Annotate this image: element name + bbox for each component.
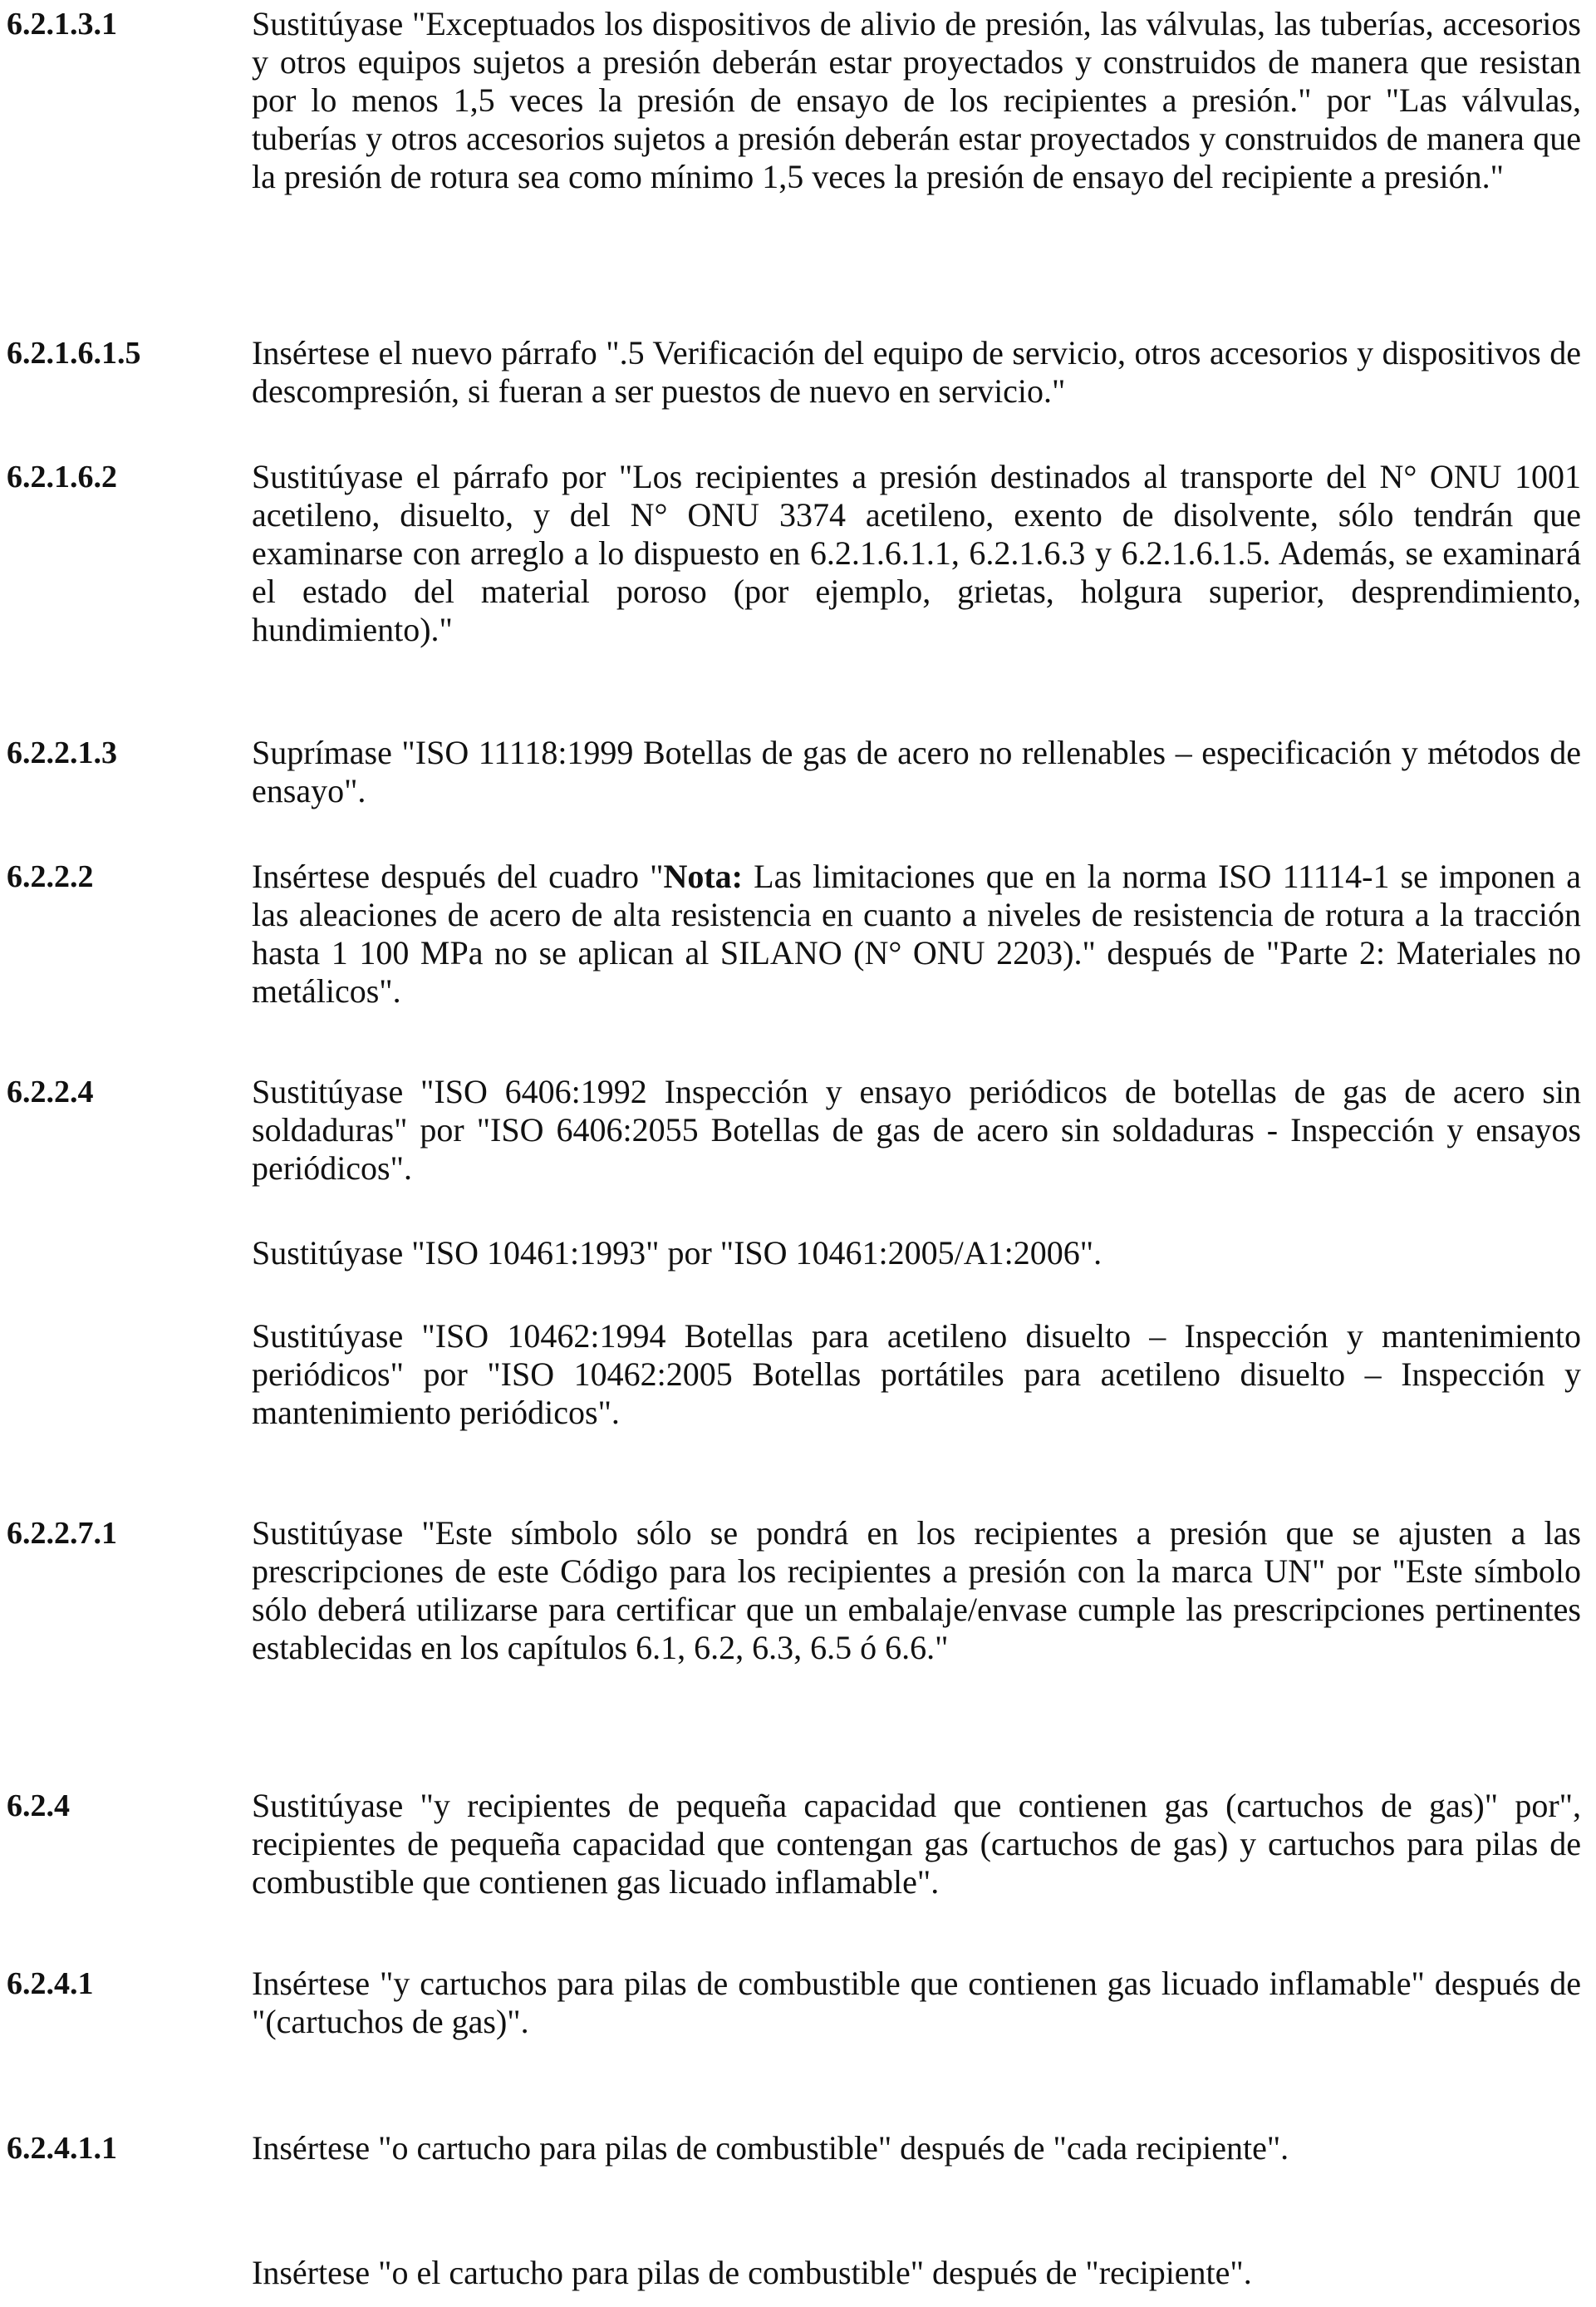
amendment-paragraph: Sustitúyase "ISO 10461:1993" por "ISO 10461:2005/A1:2006". — [252, 1234, 1102, 1272]
amendment-text — [252, 1317, 1581, 1432]
amendment-text — [252, 2129, 1581, 2167]
amendment-text — [252, 734, 1581, 810]
amendment-text — [252, 2254, 1581, 2292]
amendment-text — [252, 1073, 1581, 1188]
section-number: 6.2.2.1.3 — [7, 735, 117, 770]
section-number: 6.2.4 — [7, 1788, 70, 1823]
amendment-paragraph: Sustitúyase "ISO 6406:1992 Inspección y ensayo periódicos de botellas de gas de acero sin soldaduras" por "ISO 6406:2055 Botellas de gas de acero sin soldaduras - Inspección y ensayos periódicos". — [252, 1073, 1581, 1187]
section-number: 6.2.4.1.1 — [7, 2131, 117, 2166]
amendment-text — [252, 1787, 1581, 1901]
amendment-paragraph: Suprímase "ISO 11118:1999 Botellas de gas de acero no rellenables – especificación y métodos de ensayo". — [252, 734, 1581, 809]
paragraph-text: Insértese después del cuadro " — [252, 858, 664, 895]
section-number: 6.2.2.7.1 — [7, 1516, 117, 1551]
amendment-paragraph: Insértese el nuevo párrafo ".5 Verificación del equipo de servicio, otros accesorios y dispositivos de descompresión, si fueran a ser puestos de nuevo en servicio." — [252, 334, 1581, 410]
note-label: Nota: — [663, 858, 743, 895]
amendment-paragraph: Insértese "o el cartucho para pilas de combustible" después de "recipiente". — [252, 2254, 1252, 2291]
amendment-paragraph — [252, 858, 1581, 1011]
section-number: 6.2.1.6.1.5 — [7, 336, 141, 371]
amendment-paragraph: Sustitúyase "Exceptuados los dispositivos de alivio de presión, las válvulas, las tuberías, accesorios y otros equipos sujetos a presión deberán estar proyectados y construidos de manera que resistan por lo menos 1,5 veces la presión de ensayo de los recipientes a presión." por "Las válvulas, tuberías y otros accesorios sujetos a presión deberán estar proyectados y construidos de manera que la presión de rotura sea como mínimo 1,5 veces la presión de ensayo del recipiente a presión." — [252, 5, 1581, 195]
amendment-text — [252, 858, 1581, 1011]
amendment-paragraph: Insértese "y cartuchos para pilas de combustible que contienen gas licuado inflamable" después de "(cartuchos de gas)". — [252, 1965, 1581, 2040]
section-number: 6.2.1.3.1 — [7, 7, 117, 42]
amendment-text — [252, 458, 1581, 649]
section-number: 6.2.2.2 — [7, 859, 94, 894]
paragraph-text: Las limitaciones que en la norma ISO 11114-1 se imponen a las aleaciones de acero de alta resistencia en cuanto a niveles de resistencia de rotura a la tracción hasta 1 100 MPa no se aplican al SILANO (N° ONU 2203)." después de "Parte 2: Materiales no metálicos". — [252, 858, 1581, 1010]
amendment-text — [252, 5, 1581, 196]
amendment-paragraph: Sustitúyase "Este símbolo sólo se pondrá en los recipientes a presión que se ajusten a las prescripciones de este Código para los recipientes a presión con la marca UN" por "Este símbolo sólo deberá utilizarse para certificar que un embalaje/envase cumple las prescripciones pertinentes establecidas en los capítulos 6.1, 6.2, 6.3, 6.5 ó 6.6." — [252, 1514, 1581, 1666]
amendment-paragraph: Sustitúyase "y recipientes de pequeña capacidad que contienen gas (cartuchos de gas)" por", recipientes de pequeña capacidad que contengan gas (cartuchos de gas) y cartuchos para pilas de combustible que contienen gas licuado inflamable". — [252, 1787, 1581, 1901]
amendment-text — [252, 1234, 1581, 1272]
amendment-text — [252, 334, 1581, 411]
amendment-text — [252, 1514, 1581, 1667]
amendment-paragraph: Sustitúyase "ISO 10462:1994 Botellas para acetileno disuelto – Inspección y mantenimiento periódicos" por "ISO 10462:2005 Botellas portátiles para acetileno disuelto – Inspección y mantenimiento periódicos". — [252, 1317, 1581, 1431]
amendment-text — [252, 1965, 1581, 2041]
section-number: 6.2.1.6.2 — [7, 460, 117, 494]
amendment-paragraph: Insértese "o cartucho para pilas de combustible" después de "cada recipiente". — [252, 2129, 1289, 2167]
amendment-paragraph: Sustitúyase el párrafo por "Los recipientes a presión destinados al transporte del N° ONU 1001 acetileno, disuelto, y del N° ONU 3374 acetileno, exento de disolvente, sólo tendrán que examinarse con arreglo a lo dispuesto en 6.2.1.6.1.1, 6.2.1.6.3 y 6.2.1.6.1.5. Además, se examinará el estado del material poroso (por ejemplo, grietas, holgura superior, desprendimiento, hundimiento)." — [252, 458, 1581, 648]
section-number: 6.2.4.1 — [7, 1966, 94, 2001]
section-number: 6.2.2.4 — [7, 1075, 94, 1109]
